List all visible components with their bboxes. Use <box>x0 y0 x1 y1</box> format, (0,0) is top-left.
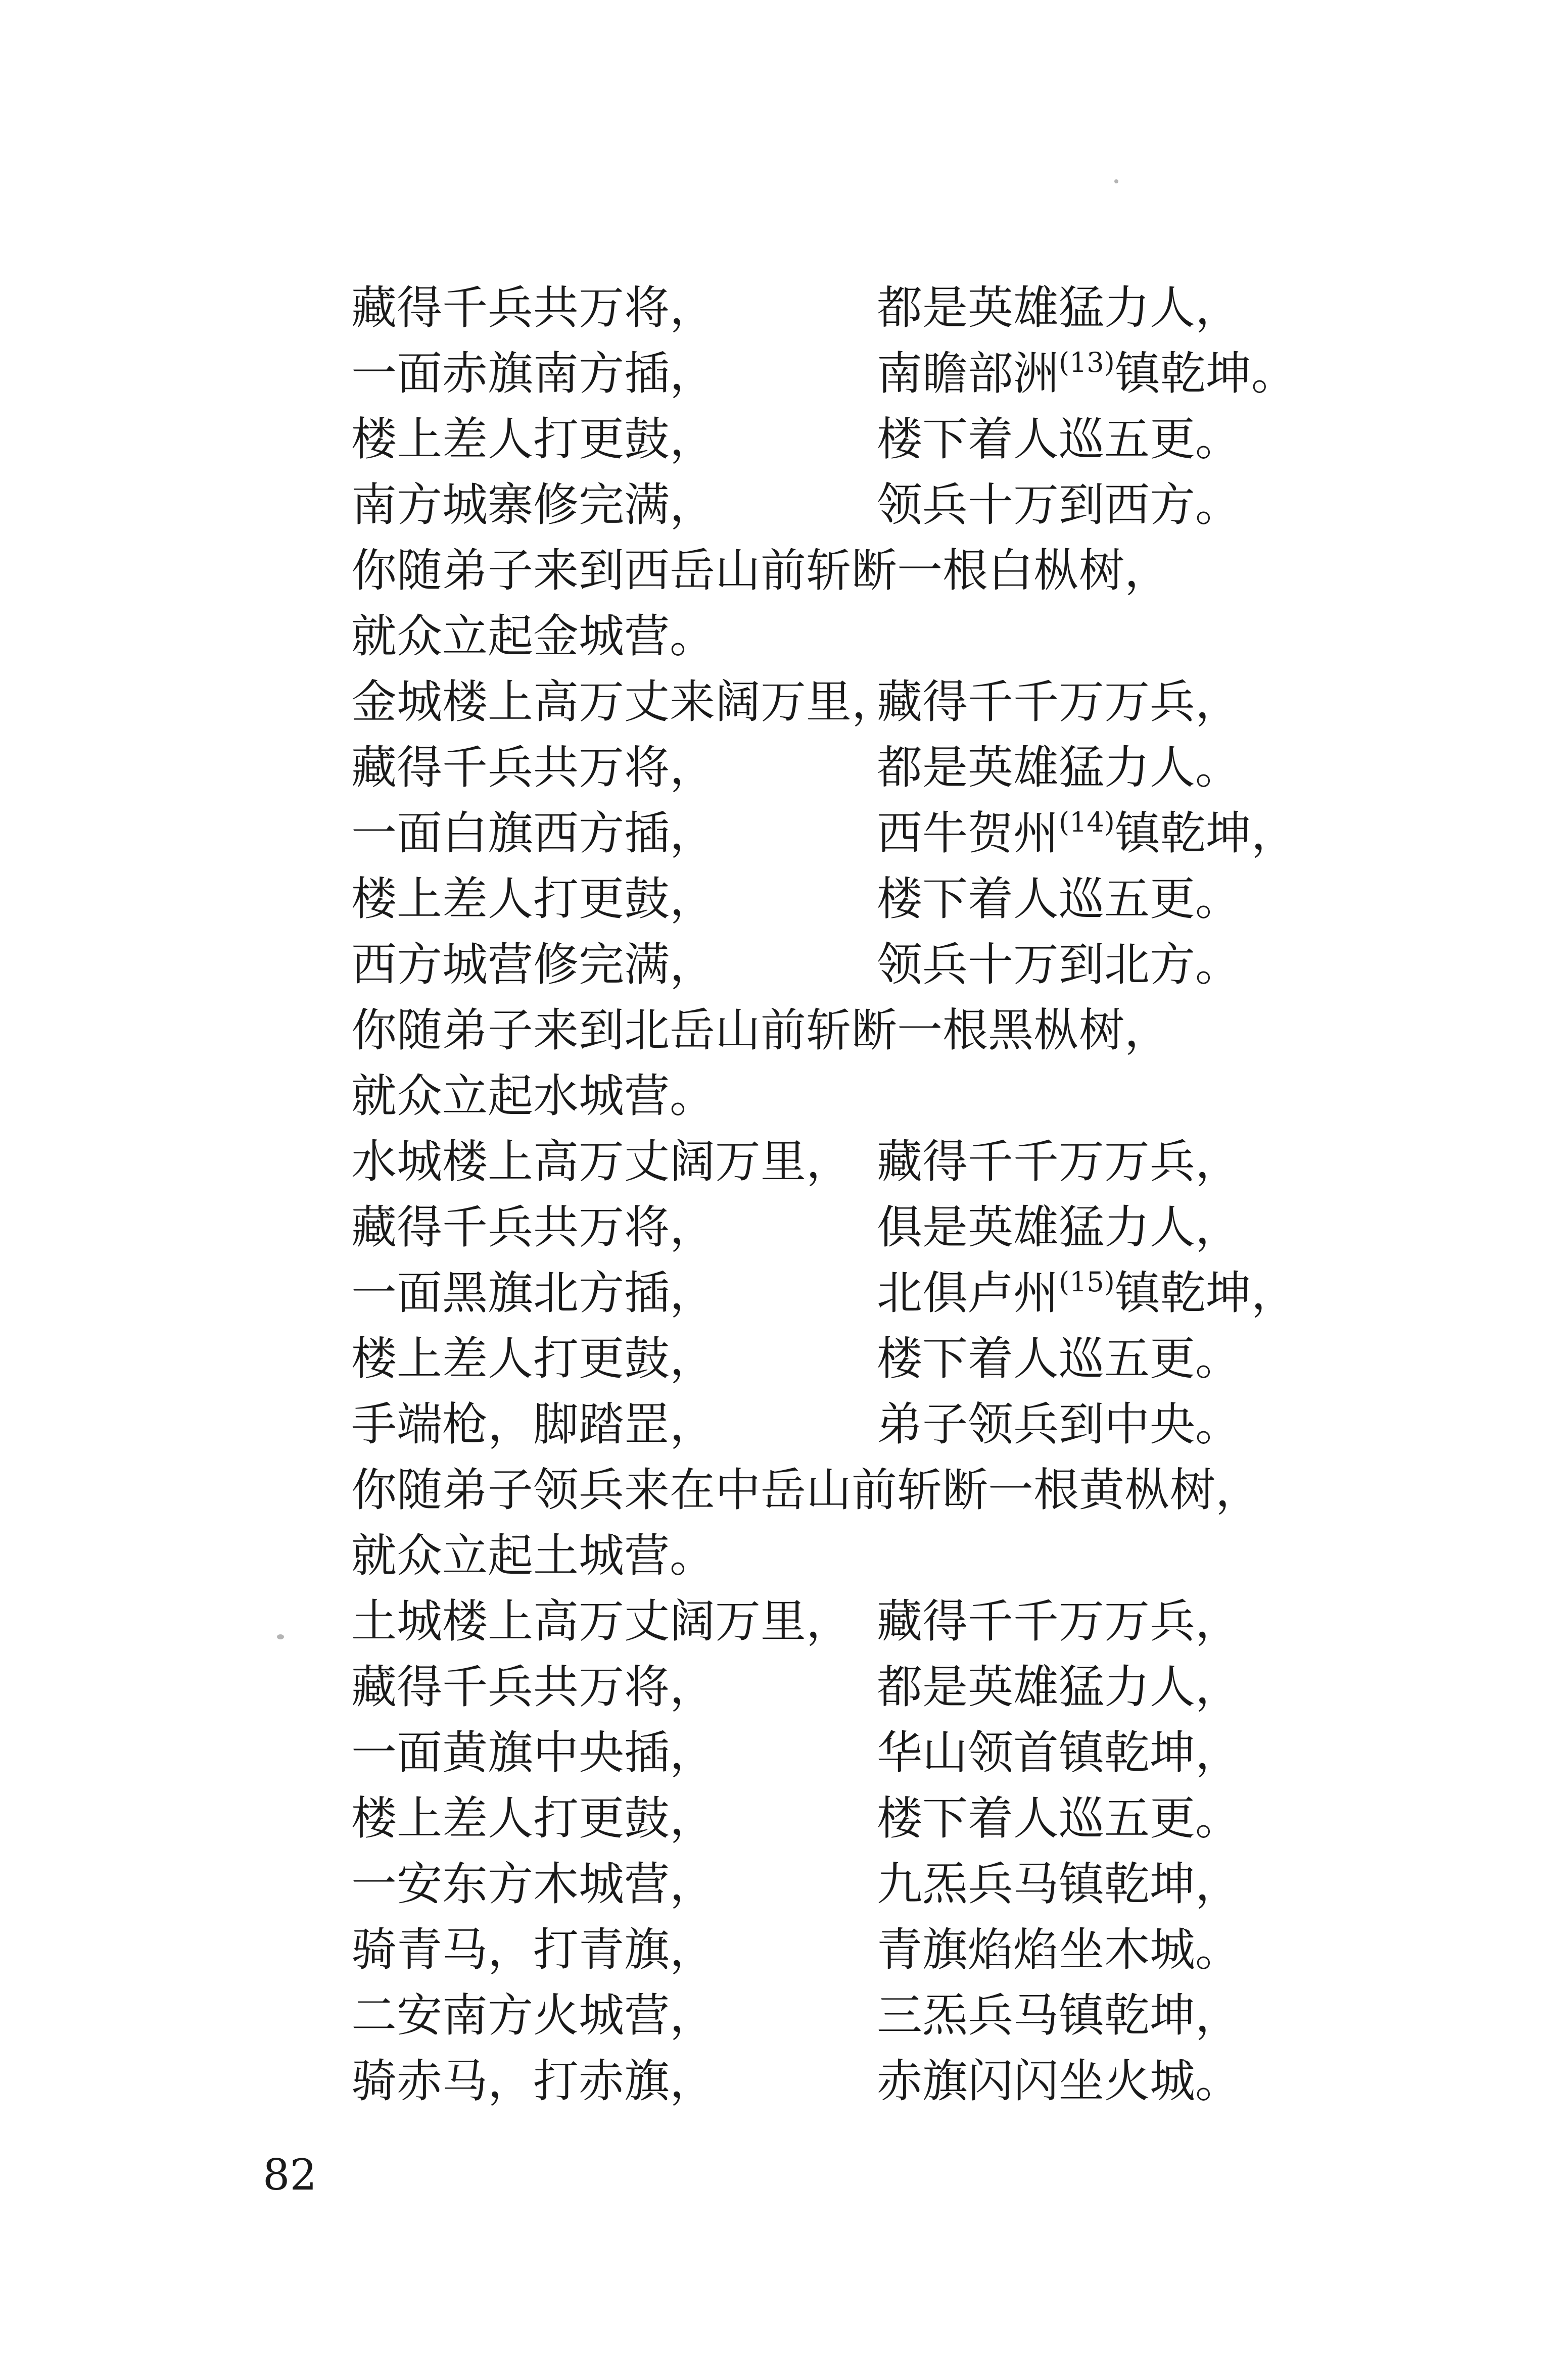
verse-left-half: 西方城营修完满， <box>351 938 715 991</box>
verse-right-half: 赤旗闪闪坐火城。 <box>877 2055 1241 2108</box>
footnote-marker: (13) <box>1059 347 1115 378</box>
verse-left-half: 藏得千兵共万将， <box>351 1201 715 1254</box>
verse-line-text: 就众立起金城营。 <box>351 610 715 663</box>
verse-left-half: 南方城寨修完满， <box>351 478 715 531</box>
verse-right-half: 都是英雄猛力人。 <box>877 741 1241 794</box>
verse-right-half <box>877 801 1297 866</box>
verse-line <box>0 1786 1557 1852</box>
verse-left-half: 一安东方木城营， <box>351 1858 715 1911</box>
verse-line <box>0 538 1557 604</box>
verse-right-text: 镇乾坤， <box>1114 1267 1297 1320</box>
verse-line <box>0 1195 1557 1260</box>
verse-line-text: 就众立起水城营。 <box>351 1070 715 1123</box>
verse-right-text: 镇乾坤， <box>1114 807 1297 860</box>
verse-line <box>0 866 1557 932</box>
verse-right-half: 楼下着人巡五更。 <box>877 1792 1241 1845</box>
verse-line <box>0 1458 1557 1523</box>
verse-right-text: 北俱卢州 <box>877 1267 1059 1320</box>
verse-left-half: 楼上差人打更鼓， <box>351 1332 715 1385</box>
verse-left-half: 手端枪，脚踏罡， <box>351 1398 715 1451</box>
verse-line <box>0 1852 1557 1917</box>
verse-left-half: 藏得千兵共万将， <box>351 741 715 794</box>
verse-right-half: 都是英雄猛力人， <box>877 1661 1241 1714</box>
verse-left-half: 骑青马，打青旗， <box>351 1923 715 1976</box>
verse-left-half: 一面赤旗南方插， <box>351 347 715 400</box>
verse-right-half: 楼下着人巡五更。 <box>877 872 1241 926</box>
verse-line-text: 你随弟子来到西岳山前斩断一根白枞树， <box>351 544 1170 597</box>
verse-text <box>0 275 1557 2114</box>
verse-right-half <box>877 1260 1297 1326</box>
verse-left-half: 藏得千兵共万将， <box>351 1661 715 1714</box>
verse-right-half: 藏得千千万万兵， <box>877 1595 1241 1648</box>
footnote-marker: (14) <box>1059 806 1115 838</box>
verse-right-half: 俱是英雄猛力人， <box>877 1201 1241 1254</box>
verse-right-half: 领兵十万到西方。 <box>877 478 1241 531</box>
verse-left-half: 藏得千兵共万将， <box>351 281 715 334</box>
verse-line <box>0 604 1557 669</box>
verse-left-half: 一面黑旗北方插， <box>351 1267 715 1320</box>
verse-left-half: 楼上差人打更鼓， <box>351 872 715 926</box>
verse-line <box>0 341 1557 407</box>
verse-right-half: 华山领首镇乾坤， <box>877 1726 1241 1779</box>
verse-right-half: 三炁兵马镇乾坤， <box>877 1989 1241 2042</box>
verse-line <box>0 407 1557 472</box>
verse-line <box>0 1260 1557 1326</box>
footnote-marker: (15) <box>1059 1266 1115 1298</box>
verse-left-half: 楼上差人打更鼓， <box>351 1792 715 1845</box>
verse-line-text: 你随弟子来到北岳山前斩断一根黑枞树， <box>351 1004 1170 1057</box>
verse-line <box>0 1983 1557 2049</box>
verse-line-text: 你随弟子领兵来在中岳山前斩断一根黄枞树， <box>351 1464 1261 1517</box>
verse-left-half: 二安南方火城营， <box>351 1989 715 2042</box>
verse-right-half: 都是英雄猛力人， <box>877 281 1241 334</box>
verse-right-half: 弟子领兵到中央。 <box>877 1398 1241 1451</box>
verse-line <box>0 1917 1557 1983</box>
verse-line <box>0 275 1557 341</box>
verse-right-half: 楼下着人巡五更。 <box>877 1332 1241 1385</box>
verse-right-text: 南瞻部洲 <box>877 347 1059 400</box>
verse-line <box>0 1720 1557 1786</box>
verse-right-half: 九炁兵马镇乾坤， <box>877 1858 1241 1911</box>
verse-line <box>0 669 1557 735</box>
verse-left-half: 一面白旗西方插， <box>351 807 715 860</box>
verse-line <box>0 1589 1557 1655</box>
verse-line <box>0 1392 1557 1458</box>
verse-left-half: 楼上差人打更鼓， <box>351 413 715 466</box>
verse-line <box>0 2049 1557 2114</box>
verse-left-half: 金城楼上高万丈来阔万里， <box>351 675 897 728</box>
verse-left-half: 一面黄旗中央插， <box>351 1726 715 1779</box>
verse-right-half: 楼下着人巡五更。 <box>877 413 1241 466</box>
verse-line-text: 就众立起土城营。 <box>351 1529 715 1582</box>
verse-left-half: 水城楼上高万丈阔万里， <box>351 1135 852 1188</box>
verse-right-half: 藏得千千万万兵， <box>877 1135 1241 1188</box>
scan-speck <box>1114 179 1118 183</box>
verse-line <box>0 1523 1557 1589</box>
verse-right-text: 镇乾坤。 <box>1114 347 1297 400</box>
verse-line <box>0 1655 1557 1720</box>
verse-left-half: 土城楼上高万丈阔万里， <box>351 1595 852 1648</box>
verse-line <box>0 735 1557 801</box>
verse-line <box>0 1326 1557 1392</box>
verse-right-half <box>877 341 1297 407</box>
verse-right-half: 领兵十万到北方。 <box>877 938 1241 991</box>
verse-line <box>0 1129 1557 1195</box>
verse-line <box>0 472 1557 538</box>
verse-right-text: 西牛贺州 <box>877 807 1059 860</box>
verse-right-half: 青旗焰焰坐木城。 <box>877 1923 1241 1976</box>
verse-left-half: 骑赤马，打赤旗， <box>351 2055 715 2108</box>
verse-line <box>0 932 1557 998</box>
page-number: 82 <box>263 2150 317 2200</box>
verse-line <box>0 801 1557 866</box>
verse-right-half: 藏得千千万万兵， <box>877 675 1241 728</box>
verse-line <box>0 998 1557 1063</box>
verse-line <box>0 1063 1557 1129</box>
